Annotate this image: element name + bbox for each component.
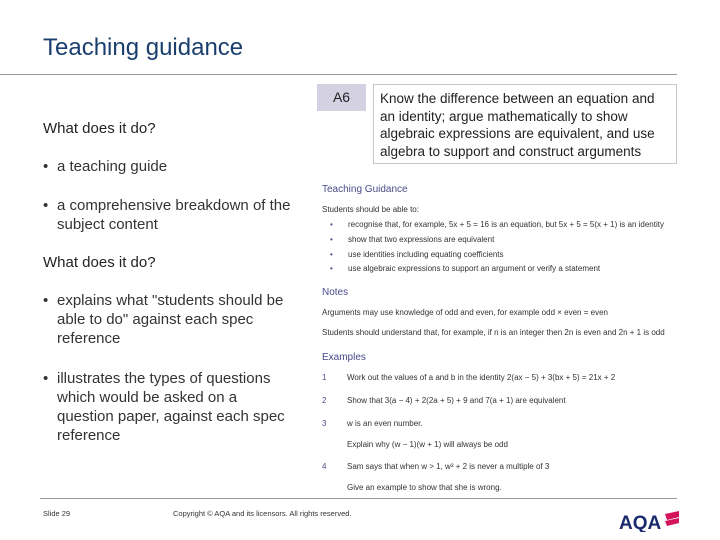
bullet-item: [43, 369, 293, 445]
bullet-text: explains what "students should be able to do" against each spec reference: [57, 292, 284, 347]
section-heading-1: What does it do?: [43, 120, 156, 137]
example-number: 2: [322, 396, 327, 405]
guidance-bullet-dot: •: [330, 250, 333, 259]
guidance-item: use algebraic expressions to support an argument or verify a statement: [348, 264, 601, 273]
slide-title: Teaching guidance: [43, 34, 244, 61]
aqa-logo: [619, 510, 681, 532]
guidance-heading: Teaching Guidance: [322, 184, 408, 195]
footer-divider: [40, 498, 677, 499]
example-text: Work out the values of a and b in the identity 2(ax − 5) + 3(bx + 5) = 21x + 2: [347, 373, 616, 382]
bullet-item: [43, 157, 298, 176]
bullet-text: a comprehensive breakdown of the subject content: [57, 197, 291, 233]
notes-heading: Notes: [322, 287, 349, 298]
examples-heading: Examples: [322, 352, 366, 363]
bullet-dot: •: [43, 158, 49, 175]
guidance-bullet-dot: •: [330, 220, 333, 229]
bullet-item: [43, 196, 298, 234]
bullet-dot: •: [43, 292, 49, 309]
bullet-dot: •: [43, 370, 49, 387]
example-text: Explain why (w − 1)(w + 1) will always be odd: [347, 440, 508, 449]
guidance-intro: Students should be able to:: [322, 205, 419, 214]
bullet-dot: •: [43, 197, 49, 214]
bullet-text: a teaching guide: [57, 158, 168, 175]
example-text: Sam says that when w > 1, w² + 2 is never a multiple of 3: [347, 462, 550, 471]
example-text: w is an even number.: [347, 419, 423, 428]
example-number: 3: [322, 419, 327, 428]
guidance-item: recognise that, for example, 5x + 5 = 16 is an equation, but 5x + 5 = 5(x + 1) is an identity: [348, 220, 664, 229]
guidance-item: show that two expressions are equivalent: [348, 235, 495, 244]
example-text: Show that 3(a − 4) + 2(2a + 5) + 9 and 7(a + 1) are equivalent: [347, 396, 566, 405]
guidance-item: use identities including equating coefficients: [348, 250, 504, 259]
guidance-bullet-dot: •: [330, 264, 333, 273]
spec-description: Know the difference between an equation and an identity; argue mathematically to show algebraic expressions are equivalent, and use algebra to support and construct arguments: [373, 84, 677, 164]
copyright-notice: Copyright © AQA and its licensors. All rights reserved.: [173, 509, 352, 518]
note-item: Students should understand that, for example, if n is an integer then 2n is even and 2n + 1 is odd: [322, 328, 665, 337]
example-number: 1: [322, 373, 327, 382]
aqa-logo-text: AQA: [619, 513, 662, 532]
section-heading-2: What does it do?: [43, 254, 156, 271]
guidance-bullet-dot: •: [330, 235, 333, 244]
note-item: Arguments may use knowledge of odd and even, for example odd × even = even: [322, 308, 608, 317]
bullet-item: [43, 291, 293, 348]
spec-code-badge: A6: [317, 84, 366, 111]
title-divider: [0, 74, 677, 75]
bullet-text: illustrates the types of questions which would be asked on a question paper, against each spec reference: [57, 370, 285, 444]
example-text: Give an example to show that she is wrong.: [347, 483, 502, 492]
slide-number: Slide 29: [43, 509, 71, 518]
example-number: 4: [322, 462, 327, 471]
